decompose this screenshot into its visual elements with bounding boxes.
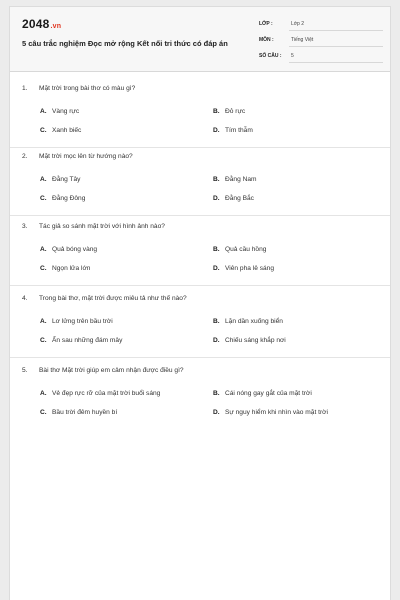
option-text: Viên pha lê sáng [225, 265, 275, 272]
option-d[interactable] [213, 337, 286, 344]
option-letter: C. [40, 265, 47, 272]
option-b[interactable] [213, 318, 283, 325]
question-divider [10, 147, 390, 148]
worksheet-page [9, 6, 391, 600]
option-text: Vẻ đẹp rực rỡ của mặt trời buổi sáng [52, 390, 161, 397]
question-text [22, 153, 133, 160]
option-text: Đằng Bắc [225, 195, 254, 202]
question-divider [10, 357, 390, 358]
option-text: Tím thẫm [225, 127, 253, 134]
question-prompt: Mặt trời trong bài thơ có màu gì? [39, 85, 136, 92]
option-text: Đằng Tây [52, 176, 81, 183]
option-text: Bầu trời đêm huyền bí [52, 409, 118, 416]
question-count-value: 5 [291, 53, 294, 59]
option-a[interactable] [40, 318, 113, 325]
option-c[interactable] [40, 409, 117, 416]
option-d[interactable] [213, 409, 328, 416]
option-text: Đằng Nam [225, 176, 257, 183]
option-a[interactable] [40, 390, 160, 397]
option-letter: D. [213, 265, 220, 272]
subject-field [259, 35, 383, 47]
site-logo[interactable] [22, 17, 61, 31]
question-number: 2. [22, 153, 28, 160]
option-text: Sự nguy hiểm khi nhìn vào mặt trời [225, 409, 328, 416]
option-a[interactable] [40, 108, 79, 115]
question-count-underline [289, 62, 383, 63]
option-text: Cái nóng gay gắt của mặt trời [225, 390, 312, 397]
subject-underline [289, 46, 383, 47]
option-text: Ẩn sau những đám mây [52, 337, 123, 344]
option-text: Quả bóng vàng [52, 246, 98, 253]
option-text: Đỏ rực [225, 108, 246, 115]
grade-value: Lớp 2 [291, 21, 305, 27]
option-letter: D. [213, 127, 220, 134]
question-prompt: Bài thơ Mặt trời giúp em cảm nhận được điều gì? [39, 367, 184, 374]
option-d[interactable] [213, 127, 253, 134]
grade-label: LỚP : [259, 21, 273, 27]
question-3 [10, 223, 390, 293]
option-letter: A. [40, 176, 47, 183]
option-text: Đằng Đông [52, 195, 86, 202]
question-count-label: SỐ CÂU : [259, 53, 282, 59]
option-letter: B. [213, 246, 220, 253]
option-b[interactable] [213, 176, 257, 183]
question-text [22, 223, 165, 230]
logo-number: 2048 [22, 17, 50, 31]
option-c[interactable] [40, 265, 90, 272]
option-text: Chiếu sáng khắp nơi [225, 337, 286, 344]
grade-underline [289, 30, 383, 31]
option-letter: D. [213, 337, 220, 344]
option-letter: C. [40, 195, 47, 202]
option-letter: D. [213, 195, 220, 202]
option-letter: A. [40, 318, 47, 325]
option-text: Vàng rực [52, 108, 80, 115]
option-letter: A. [40, 108, 47, 115]
question-number: 5. [22, 367, 28, 374]
grade-field [259, 19, 383, 31]
question-5 [10, 367, 390, 437]
option-d[interactable] [213, 265, 274, 272]
question-prompt: Tác giả so sánh mặt trời với hình ảnh nào? [39, 223, 165, 230]
question-count-field [259, 51, 383, 63]
option-b[interactable] [213, 246, 266, 253]
option-letter: A. [40, 246, 47, 253]
option-letter: B. [213, 390, 220, 397]
worksheet-title: 5 câu trắc nghiệm Đọc mở rộng Kết nối tri thức có đáp án [22, 39, 228, 48]
option-letter: C. [40, 409, 47, 416]
option-text: Ngọn lửa lớn [52, 265, 91, 272]
question-number: 3. [22, 223, 28, 230]
option-letter: D. [213, 409, 220, 416]
option-d[interactable] [213, 195, 254, 202]
question-text [22, 367, 184, 374]
option-text: Xanh biếc [52, 127, 82, 134]
question-number: 4. [22, 295, 28, 302]
option-b[interactable] [213, 108, 245, 115]
option-a[interactable] [40, 176, 80, 183]
option-letter: C. [40, 337, 47, 344]
option-letter: C. [40, 127, 47, 134]
question-1 [10, 85, 390, 155]
question-text [22, 295, 187, 302]
question-4 [10, 295, 390, 365]
option-letter: A. [40, 390, 47, 397]
option-c[interactable] [40, 337, 122, 344]
worksheet-header [10, 7, 390, 72]
option-letter: B. [213, 108, 220, 115]
option-b[interactable] [213, 390, 312, 397]
option-text: Lặn dần xuống biển [225, 318, 283, 325]
option-a[interactable] [40, 246, 97, 253]
option-text: Quả cầu hồng [225, 246, 267, 253]
question-divider [10, 215, 390, 216]
option-c[interactable] [40, 195, 85, 202]
question-divider [10, 285, 390, 286]
option-c[interactable] [40, 127, 81, 134]
question-text [22, 85, 135, 92]
option-letter: B. [213, 318, 220, 325]
question-number: 1. [22, 85, 28, 92]
logo-tld: .vn [50, 23, 62, 30]
question-prompt: Trong bài thơ, mặt trời được miêu tả như thế nào? [39, 295, 187, 302]
subject-label: MÔN : [259, 37, 274, 43]
question-prompt: Mặt trời mọc lên từ hướng nào? [39, 153, 133, 160]
option-letter: B. [213, 176, 220, 183]
question-2 [10, 153, 390, 223]
subject-value: Tiếng Việt [291, 37, 314, 43]
option-text: Lơ lửng trên bầu trời [52, 318, 113, 325]
